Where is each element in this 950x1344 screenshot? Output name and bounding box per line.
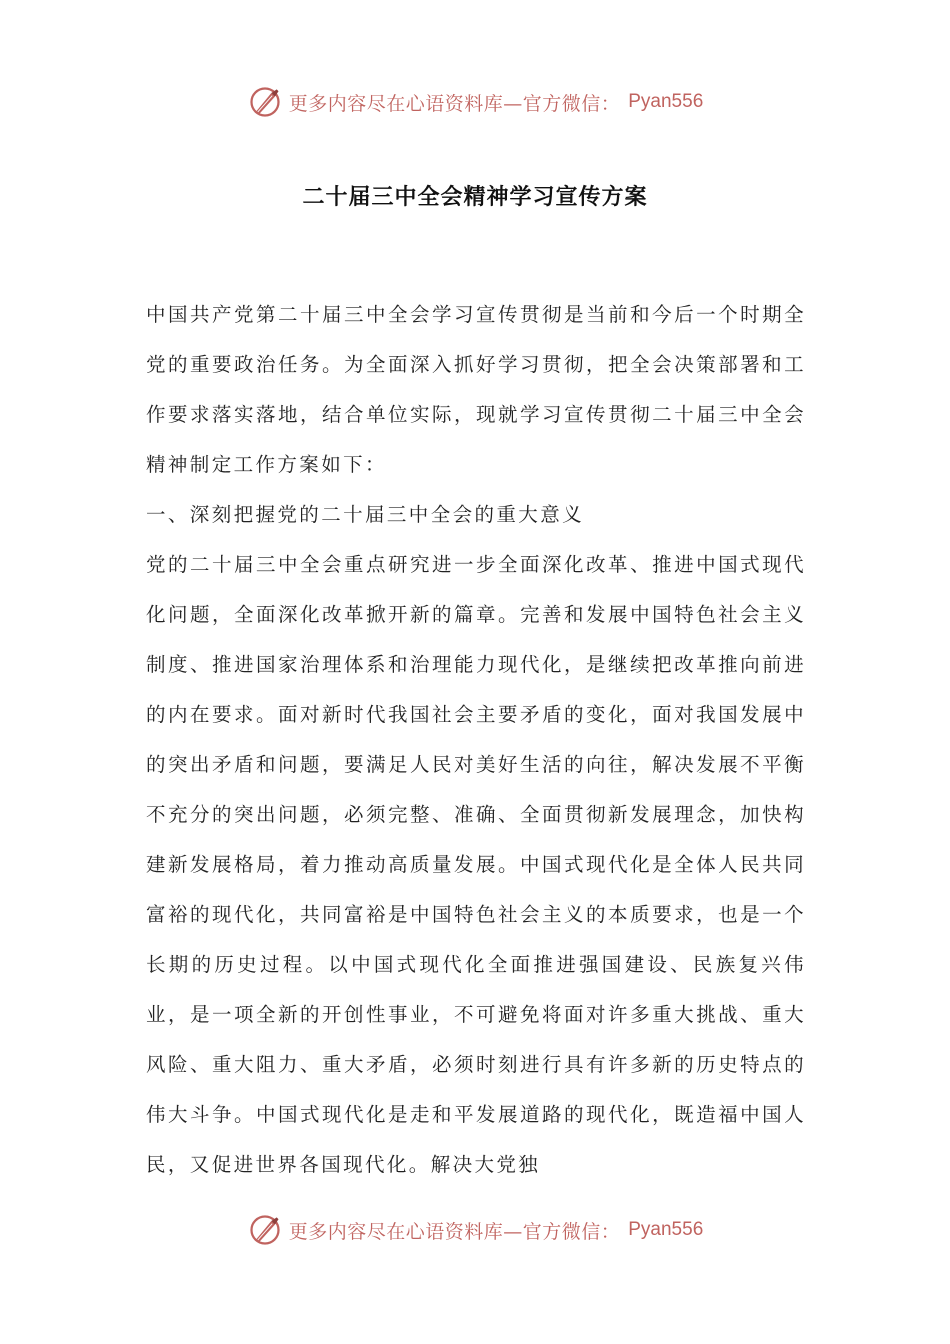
pen-nib-logo-icon: [247, 84, 283, 120]
watermark-banner-bottom: [0, 1210, 950, 1250]
watermark-text: 更多内容尽在心语资料库—官方微信：: [288, 1220, 621, 1243]
intro-paragraph: 中国共产党第二十届三中全会学习宣传贯彻是当前和今后一个时期全党的重要政治任务。为全面深入抓好学习贯彻，把全会决策部署和工作要求落实落地，结合单位实际，现就学习宣传贯彻二十届三中全会精神制定工作方案如下：: [146, 303, 806, 476]
pen-nib-logo-icon: [247, 1212, 283, 1248]
document-title: 二十届三中全会精神学习宣传方案: [302, 185, 648, 210]
watermark-banner-top: [0, 82, 950, 122]
watermark-handle: Pyan556: [628, 91, 704, 112]
watermark-handle: Pyan556: [628, 1219, 704, 1240]
section-1-paragraph: 党的二十届三中全会重点研究进一步全面深化改革、推进中国式现代化问题，全面深化改革掀开新的篇章。完善和发展中国特色社会主义制度、推进国家治理体系和治理能力现代化，是继续把改革推向前进的内在要求。面对新时代我国社会主要矛盾的变化，面对我国发展中的突出矛盾和问题，要满足人民对美好生活的向往，解决发展不平衡不充分的突出问题，必须完整、准确、全面贯彻新发展理念，加快构建新发展格局，着力推动高质量发展。中国式现代化是全体人民共同富裕的现代化，共同富裕是中国特色社会主义的本质要求，也是一个长期的历史过程。以中国式现代化全面推进强国建设、民族复兴伟业，是一项全新的开创性事业，不可避免将面对许多重大挑战、重大风险、重大阻力、重大矛盾，必须时刻进行具有许多新的历史特点的伟大斗争。中国式现代化是走和平发展道路的现代化，既造福中国人民，又促进世界各国现代化。解决大党独: [146, 553, 806, 1176]
document-body: [146, 290, 806, 1190]
watermark-text: 更多内容尽在心语资料库—官方微信：: [288, 92, 621, 115]
section-1-heading: 一、深刻把握党的二十届三中全会的重大意义: [146, 503, 585, 526]
